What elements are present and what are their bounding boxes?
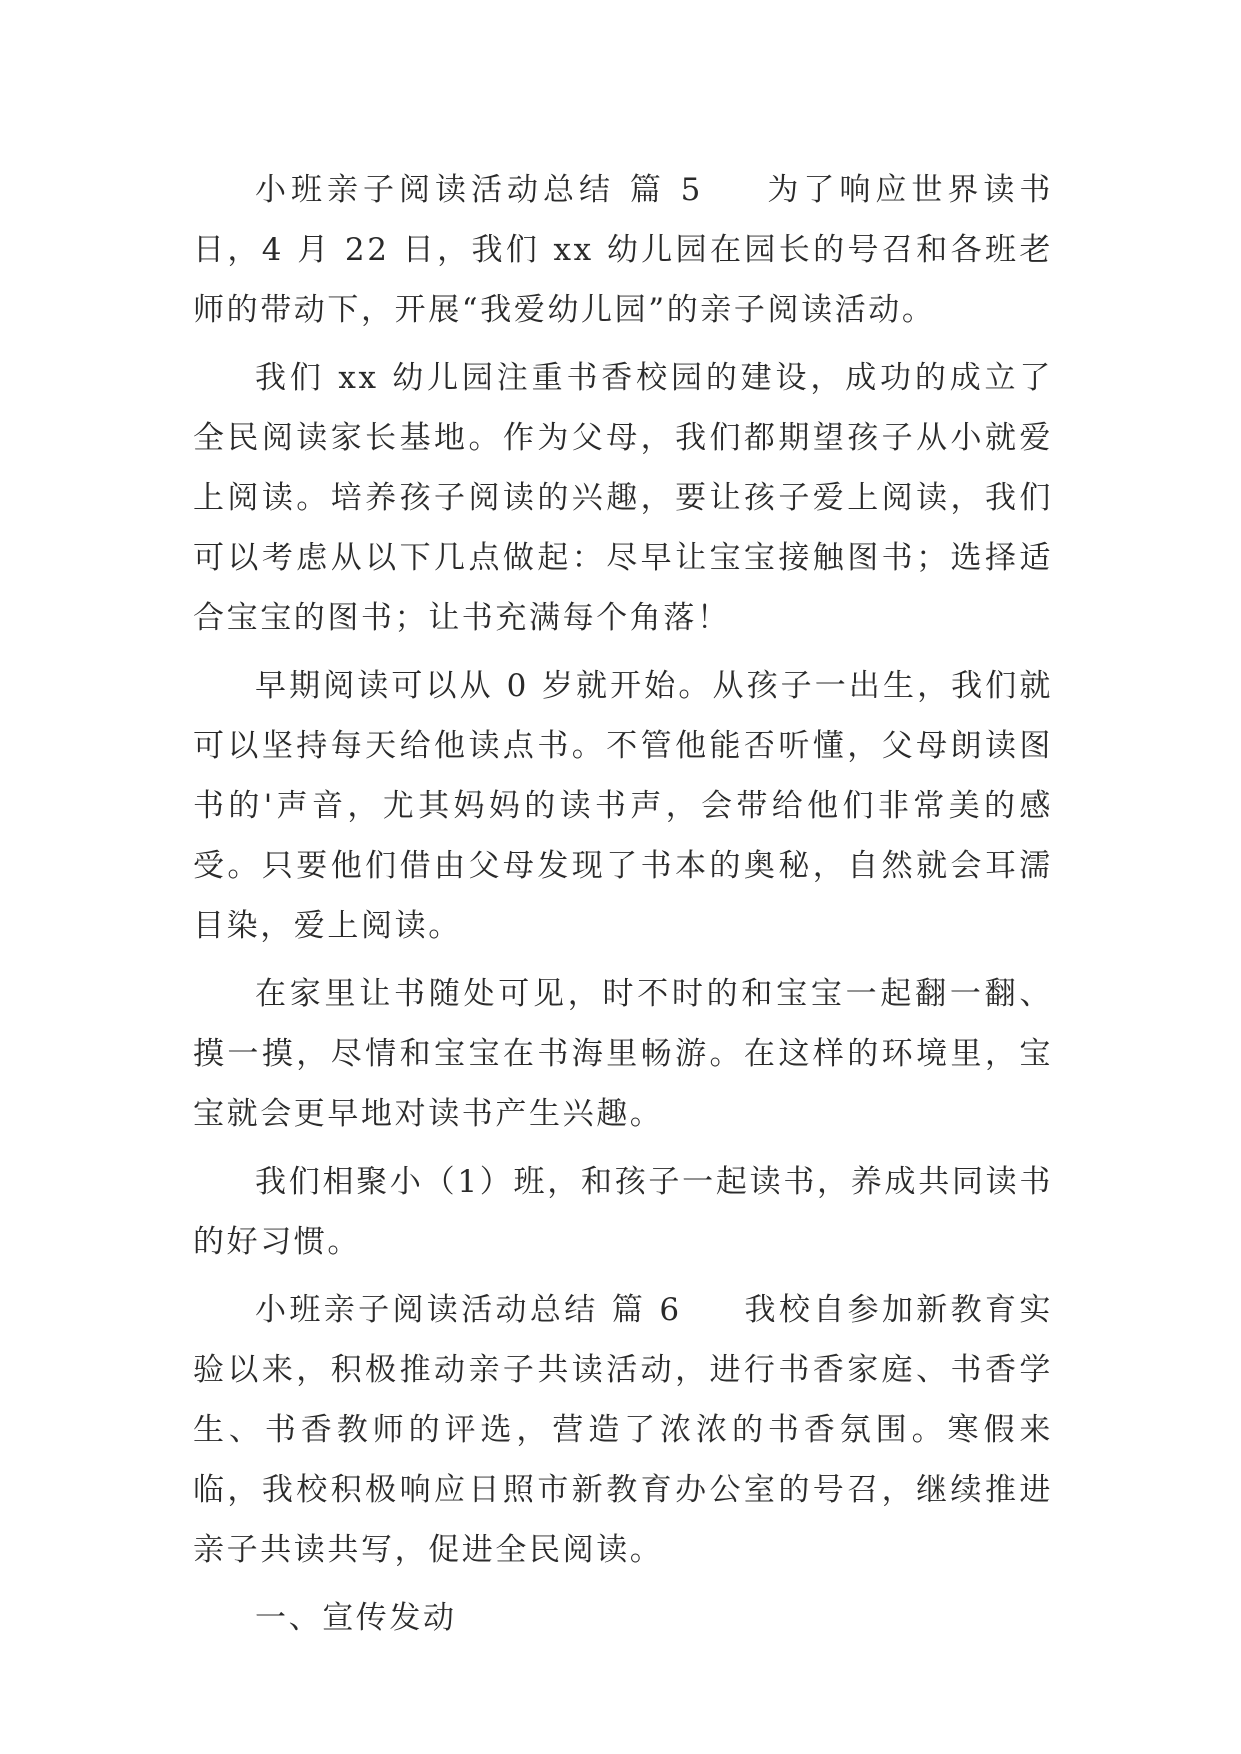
paragraph-4: [193, 964, 1053, 1144]
paragraph-text: 为了响应世界读书日，4 月 22 日，我们 xx 幼儿园在园长的号召和各班老师的带动下，开展“我爱幼儿园”的亲子阅读活动。: [193, 172, 1053, 328]
paragraph-7: [193, 1588, 1053, 1648]
paragraph-5: [193, 1152, 1053, 1272]
paragraph-1: [193, 160, 1053, 340]
paragraph-text: 我们 xx 幼儿园注重书香校园的建设，成功的成立了全民阅读家长基地。作为父母，我们都期望孩子从小就爱上阅读。培养孩子阅读的兴趣，要让孩子爱上阅读，我们可以考虑从以下几点做起：尽早让宝宝接触图书；选择适合宝宝的图书；让书充满每个角落！: [193, 360, 1053, 636]
paragraph-text: 在家里让书随处可见，时不时的和宝宝一起翻一翻、摸一摸，尽情和宝宝在书海里畅游。在这样的环境里，宝宝就会更早地对读书产生兴趣。: [193, 976, 1053, 1132]
paragraph-3: [193, 656, 1053, 956]
paragraph-6: [193, 1280, 1053, 1580]
section-heading-6: 小班亲子阅读活动总结 篇 6: [255, 1292, 682, 1328]
subsection-heading: 一、宣传发动: [255, 1600, 457, 1636]
paragraph-text: 早期阅读可以从 0 岁就开始。从孩子一出生，我们就可以坚持每天给他读点书。不管他能否听懂，父母朗读图书的'声音，尤其妈妈的读书声，会带给他们非常美的感受。只要他们借由父母发现了书本的奥秘，自然就会耳濡目染，爱上阅读。: [193, 668, 1053, 944]
paragraph-text: 我们相聚小（1）班，和孩子一起读书，养成共同读书的好习惯。: [193, 1164, 1053, 1260]
paragraph-text: 我校自参加新教育实验以来，积极推动亲子共读活动，进行书香家庭、书香学生、书香教师的评选，营造了浓浓的书香氛围。寒假来临，我校积极响应日照市新教育办公室的号召，继续推进亲子共读共写，促进全民阅读。: [193, 1292, 1053, 1568]
section-heading-5: 小班亲子阅读活动总结 篇 5: [255, 172, 703, 208]
document-body: [193, 160, 1053, 1656]
paragraph-2: [193, 348, 1053, 648]
